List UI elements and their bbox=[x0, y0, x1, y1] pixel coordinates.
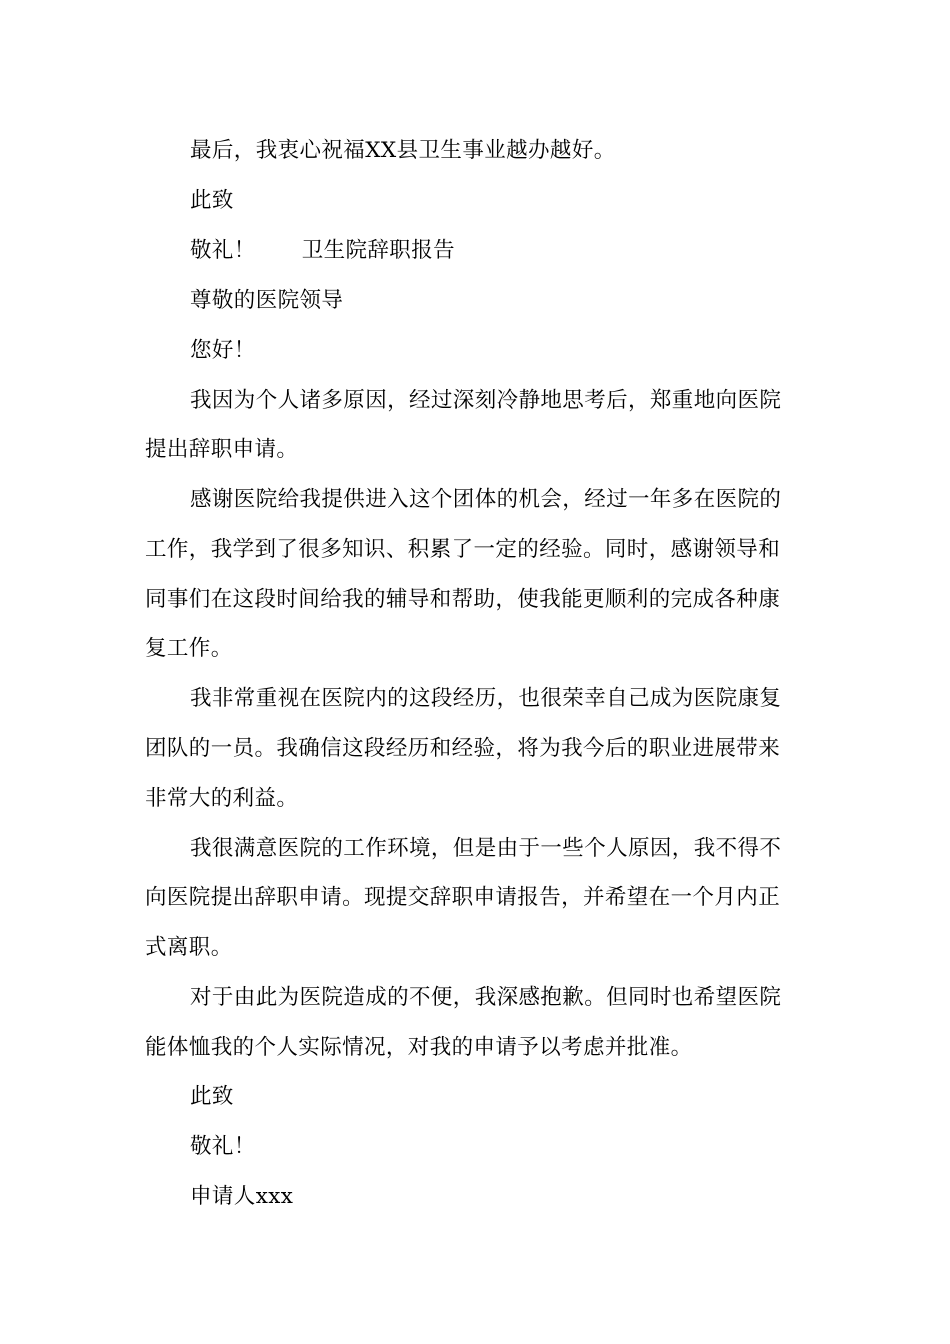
paragraph-2-line-2: 工作，我学到了很多知识、积累了一定的经验。同时，感谢领导和 bbox=[145, 537, 781, 562]
salutation-cizhi: 此致 bbox=[190, 188, 234, 213]
paragraph-1-line-2: 提出辞职申请。 bbox=[145, 437, 299, 462]
addressee-line: 尊敬的医院领导 bbox=[190, 288, 344, 313]
paragraph-1-line-1: 我因为个人诸多原因，经过深刻冷静地思考后，郑重地向医院 bbox=[190, 388, 782, 413]
paragraph-2-line-1: 感谢医院给我提供进入这个团体的机会，经过一年多在医院的 bbox=[190, 487, 782, 512]
closing-wish-line: 最后，我衷心祝福XX县卫生事业越办越好。 bbox=[190, 138, 616, 163]
applicant-signature: 申请人xxx bbox=[190, 1184, 294, 1209]
closing-cizhi: 此致 bbox=[190, 1084, 234, 1109]
paragraph-2-line-3: 同事们在这段时间给我的辅导和帮助，使我能更顺利的完成各种康 bbox=[145, 587, 781, 612]
closing-jingli: 敬礼！ bbox=[190, 1134, 256, 1159]
paragraph-4-line-1: 我很满意医院的工作环境，但是由于一些个人原因，我不得不 bbox=[190, 836, 782, 861]
salutation-jingli-with-title bbox=[190, 236, 810, 266]
greeting-line: 您好！ bbox=[190, 338, 256, 363]
paragraph-5-line-1: 对于由此为医院造成的不便，我深感抱歉。但同时也希望医院 bbox=[190, 985, 782, 1010]
paragraph-2-line-4: 复工作。 bbox=[145, 636, 233, 661]
paragraph-4-line-2: 向医院提出辞职申请。现提交辞职申请报告，并希望在一个月内正 bbox=[145, 885, 781, 910]
document-title: 卫生院辞职报告 bbox=[301, 238, 456, 263]
paragraph-3-line-3: 非常大的利益。 bbox=[145, 786, 299, 811]
paragraph-3-line-2: 团队的一员。我确信这段经历和经验，将为我今后的职业进展带来 bbox=[145, 736, 781, 761]
paragraph-3-line-1: 我非常重视在医院内的这段经历，也很荣幸自己成为医院康复 bbox=[190, 686, 782, 711]
paragraph-5-line-2: 能体恤我的个人实际情况，对我的申请予以考虑并批准。 bbox=[145, 1035, 693, 1060]
paragraph-4-line-3: 式离职。 bbox=[145, 935, 233, 960]
salutation-jingli: 敬礼！ bbox=[190, 238, 256, 263]
